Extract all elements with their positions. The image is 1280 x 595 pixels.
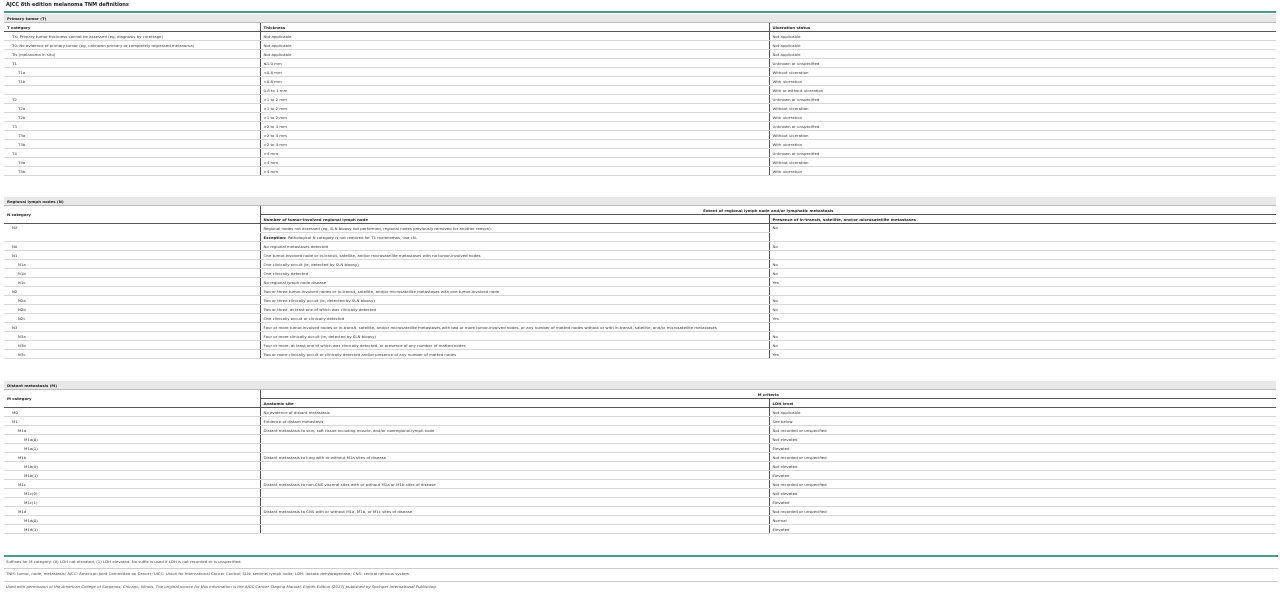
t-cell-label: T3 (4, 122, 260, 131)
m-cell-label: M1c(1) (4, 498, 260, 507)
t-cell-label: TX: Primary tumor thickness cannot be assessed (eg, diagnosis by curettage) (4, 32, 260, 41)
n-cell-col3: No (769, 260, 1276, 269)
t-cell-label: T2a (4, 104, 260, 113)
t-row (4, 95, 1276, 104)
t-cell-label: T3b (4, 140, 260, 149)
t-cell-col3: With ulceration (769, 167, 1276, 176)
n-row (4, 332, 1276, 341)
col-header-ulceration: Ulceration status (769, 23, 1276, 32)
m-cell-label: M1a(0) (4, 435, 260, 444)
n-cell-label: N2 (4, 287, 260, 296)
n-row (4, 323, 1276, 332)
m-row (4, 507, 1276, 516)
n-exception-note (260, 233, 769, 242)
n-cell-label: N1a (4, 260, 260, 269)
m-row (4, 489, 1276, 498)
m-cell-col2: No evidence of distant metastasis (260, 408, 769, 417)
t-row (4, 104, 1276, 113)
t-cell-col3: With ulceration (769, 140, 1276, 149)
t-table-body (4, 32, 1276, 176)
m-cell-col2 (260, 471, 769, 480)
t-cell-col3: Unknown or unspecified (769, 122, 1276, 131)
n-cell-col2: Two or three tumor-involved nodes or in-transit, satellite, and/or microsatellite metastases with one tumor-involved node (260, 287, 769, 296)
t-cell-label: T0: No evidence of primary tumor (eg, unknown primary or completely regressed melanoma) (4, 41, 260, 50)
t-cell-col2: Not applicable (260, 32, 769, 41)
t-cell-col2: ≤1.0 mm (260, 59, 769, 68)
t-row (4, 149, 1276, 158)
n-cell-col2: Two or three clinically occult (ie, detected by SLN biopsy) (260, 296, 769, 305)
regional-lymph-nodes-table (4, 197, 1276, 359)
n-cell-col2: Four or more clinically occult (ie, detected by SLN biopsy) (260, 332, 769, 341)
m-row (4, 471, 1276, 480)
m-row (4, 426, 1276, 435)
m-cell-col2 (260, 516, 769, 525)
t-cell-col2: <0.8 mm (260, 77, 769, 86)
n-cell-col2: No regional lymph node disease (260, 278, 769, 287)
n-cell-col2: One clinically occult (ie, detected by SLN biopsy) (260, 260, 769, 269)
footnote-suffixes: Suffixes for M category: (0) LDH not elevated, (1) LDH elevated. No suffix is used if LDH is not recorded or is unspecified. (4, 555, 1278, 564)
t-cell-label: T1a (4, 68, 260, 77)
t-cell-col3: With ulceration (769, 77, 1276, 86)
m-row (4, 417, 1276, 426)
m-cell-col3: Not recorded or unspecified (769, 507, 1276, 516)
col-header-thickness: Thickness (260, 23, 769, 32)
n-cell-label: N1b (4, 269, 260, 278)
col-header-n-presence: Presence of in-transit, satellite, and/or microsatellite metastases (769, 215, 1276, 224)
m-cell-col2 (260, 444, 769, 453)
t-cell-label: Tis (melanoma in situ) (4, 50, 260, 59)
n-row (4, 278, 1276, 287)
t-row (4, 50, 1276, 59)
t-cell-col3: Not applicable (769, 50, 1276, 59)
m-cell-label: M1b(1) (4, 471, 260, 480)
m-cell-col2: Evidence of distant metastasis (260, 417, 769, 426)
t-row (4, 32, 1276, 41)
m-row (4, 480, 1276, 489)
n-cell-col3: No (769, 332, 1276, 341)
t-row (4, 113, 1276, 122)
t-cell-col2: >1 to 2 mm (260, 104, 769, 113)
m-row (4, 444, 1276, 453)
m-cell-col2 (260, 435, 769, 444)
m-cell-col3: Normal (769, 516, 1276, 525)
m-row (4, 435, 1276, 444)
t-cell-col3: Not applicable (769, 32, 1276, 41)
n-cell-col2: One clinically detected (260, 269, 769, 278)
t-cell-col3: Unknown or unspecified (769, 95, 1276, 104)
n-cell-col3: No (769, 242, 1276, 251)
n-table-body (4, 242, 1276, 359)
t-cell-label (4, 86, 260, 95)
t-cell-label: T1b (4, 77, 260, 86)
t-cell-col3: With ulceration (769, 113, 1276, 122)
m-cell-label: M1a(1) (4, 444, 260, 453)
n-row (4, 287, 1276, 296)
m-cell-col2 (260, 489, 769, 498)
t-cell-col2: >4 mm (260, 158, 769, 167)
t-row (4, 68, 1276, 77)
m-cell-col3: Not elevated (769, 462, 1276, 471)
t-cell-label: T2b (4, 113, 260, 122)
m-cell-col3: Not elevated (769, 489, 1276, 498)
n-cell-label: N1c (4, 278, 260, 287)
t-cell-col2: >1 to 2 mm (260, 113, 769, 122)
n-row (4, 296, 1276, 305)
t-cell-col2: >2 to 4 mm (260, 122, 769, 131)
t-cell-label: T1 (4, 59, 260, 68)
n-cell-col3: No (769, 305, 1276, 314)
section-heading-t: Primary tumor (T) (4, 14, 1276, 23)
m-cell-label: M1c (4, 480, 260, 489)
exception-label: Exception: (263, 234, 287, 240)
t-row (4, 41, 1276, 50)
m-cell-label: M1d (4, 507, 260, 516)
n-cell-col2: Two or three, at least one of which was clinically detected (260, 305, 769, 314)
col-header-m-category: M category (4, 390, 260, 408)
t-cell-col3: Unknown or unspecified (769, 59, 1276, 68)
t-cell-col2: >2 to 4 mm (260, 131, 769, 140)
m-table-body (4, 408, 1276, 534)
m-cell-col2: Distant metastasis to CNS with or without M1a, M1b, or M1c sites of disease (260, 507, 769, 516)
t-row (4, 140, 1276, 149)
t-cell-col2: >2 to 4 mm (260, 140, 769, 149)
m-row (4, 516, 1276, 525)
t-cell-label: T4b (4, 167, 260, 176)
footnote-permission: Used with permission of the American College of Surgeons, Chicago, Illinois. The original source for this information is the AJCC Cancer Staging Manual, Eighth Edition (2017) published by Springer International Publishing. (4, 581, 1278, 589)
n-cell-col3: No (769, 269, 1276, 278)
n-row (4, 305, 1276, 314)
t-cell-col2: Not applicable (260, 41, 769, 50)
n-row-desc: Regional nodes not assessed (eg, SLN biopsy not performed, regional nodes previously removed for another reason). (260, 224, 769, 233)
n-row (4, 242, 1276, 251)
m-cell-col3: Elevated (769, 498, 1276, 507)
m-cell-label: M1 (4, 417, 260, 426)
t-cell-col3: Not applicable (769, 41, 1276, 50)
m-cell-col3: Not recorded or unspecified (769, 426, 1276, 435)
t-row (4, 86, 1276, 95)
t-cell-col2: 0.8 to 1 mm (260, 86, 769, 95)
table-title: AJCC 8th edition melanoma TNM definitions (6, 2, 129, 8)
primary-tumor-table (4, 14, 1276, 176)
col-header-t-category: T category (4, 23, 260, 32)
m-cell-label: M0 (4, 408, 260, 417)
t-cell-col2: Not applicable (260, 50, 769, 59)
section-heading-n: Regional lymph nodes (N) (4, 197, 1276, 206)
n-cell-label: N3 (4, 323, 260, 332)
m-row (4, 408, 1276, 417)
n-cell-col3 (769, 251, 1276, 260)
col-header-ldh-level: LDH level (769, 399, 1276, 408)
m-cell-col2 (260, 525, 769, 534)
col-header-n-number: Number of tumor-involved regional lymph node (260, 215, 769, 224)
m-cell-col3: See below (769, 417, 1276, 426)
t-cell-col2: >4 mm (260, 149, 769, 158)
t-row (4, 167, 1276, 176)
t-cell-label: T3a (4, 131, 260, 140)
n-cell-col2: One tumor-involved node or in-transit, satellite, and/or microsatellite metastases with no tumor-involved nodes (260, 251, 769, 260)
section-heading-m: Distant metastasis (M) (4, 381, 1276, 390)
n-cell-col2: Four or more tumor-involved nodes or in-transit, satellite, and/or microsatellite metastases with two or more tumor-involved nodes, or any number of matted nodes without or with in-transit, satellite, and/or microsatellite metastases (260, 323, 769, 332)
n-cell-col2: Four or more, at least one of which was clinically detected, or presence of any number of matted nodes (260, 341, 769, 350)
n-row (4, 341, 1276, 350)
n-cell-label: N0 (4, 242, 260, 251)
t-cell-col2: <0.8 mm (260, 68, 769, 77)
m-cell-col3: Elevated (769, 444, 1276, 453)
m-cell-col2: Distant metastasis to non-CNS visceral sites with or without M1a or M1b sites of disease (260, 480, 769, 489)
n-cell-col3: No (769, 341, 1276, 350)
m-cell-label: M1c(0) (4, 489, 260, 498)
n-row (4, 314, 1276, 323)
footnote-abbreviations: TNM: tumor, node, metastasis; AJCC: American Joint Committee on Cancer; UICC: Union for International Cancer Control; SLN: sentinel lymph node; LDH: lactate dehydrogenase; CNS: central nervous system. (4, 568, 1278, 576)
m-row (4, 453, 1276, 462)
t-cell-col3: With or without ulceration (769, 86, 1276, 95)
m-cell-col3: Not applicable (769, 408, 1276, 417)
col-header-anatomic-site: Anatomic site (260, 399, 769, 408)
m-cell-label: M1a (4, 426, 260, 435)
t-row (4, 59, 1276, 68)
n-cell-label: N2a (4, 296, 260, 305)
t-cell-col3: Without ulceration (769, 158, 1276, 167)
t-cell-label: T2 (4, 95, 260, 104)
col-header-n-category: N category (4, 206, 260, 224)
t-cell-col2: >1 to 2 mm (260, 95, 769, 104)
m-row (4, 462, 1276, 471)
m-cell-col2: Distant metastasis to skin, soft tissue including muscle, and/or nonregional lymph node (260, 426, 769, 435)
t-row (4, 158, 1276, 167)
t-cell-col3: Without ulceration (769, 104, 1276, 113)
n-row-value: No (769, 224, 1276, 242)
n-row (4, 260, 1276, 269)
col-header-m-criteria: M criteria (260, 390, 1276, 399)
n-cell-label: N3a (4, 332, 260, 341)
m-cell-col3: Not recorded or unspecified (769, 453, 1276, 462)
m-row (4, 525, 1276, 534)
t-row (4, 77, 1276, 86)
n-cell-col3: Yes (769, 350, 1276, 359)
title-rule (4, 11, 1276, 13)
t-cell-col2: >4 mm (260, 167, 769, 176)
n-cell-col3: Yes (769, 314, 1276, 323)
m-cell-col3: Elevated (769, 471, 1276, 480)
n-row (4, 269, 1276, 278)
m-cell-col3: Not recorded or unspecified (769, 480, 1276, 489)
n-cell-col2: No regional metastases detected (260, 242, 769, 251)
m-cell-label: M1b(0) (4, 462, 260, 471)
exception-text: Pathological N category is not required for T1 melanomas, use cN. (286, 234, 417, 240)
n-cell-col3 (769, 287, 1276, 296)
n-cell-col2: Two or more clinically occult or clinically detected and/or presence of any number of matted nodes (260, 350, 769, 359)
m-cell-label: M1d(0) (4, 516, 260, 525)
m-cell-label: M1d(1) (4, 525, 260, 534)
t-cell-label: T4a (4, 158, 260, 167)
t-cell-col3: Without ulceration (769, 68, 1276, 77)
n-cell-label: N1 (4, 251, 260, 260)
m-row (4, 498, 1276, 507)
t-row (4, 122, 1276, 131)
distant-metastasis-table (4, 381, 1276, 534)
t-cell-label: T4 (4, 149, 260, 158)
t-cell-col3: Without ulceration (769, 131, 1276, 140)
n-cell-col2: One clinically occult or clinically detected (260, 314, 769, 323)
n-cell-col3: Yes (769, 278, 1276, 287)
t-cell-col3: Unknown or unspecified (769, 149, 1276, 158)
n-cell-label: N2b (4, 305, 260, 314)
n-cell-label: N3b (4, 341, 260, 350)
n-row-label: NX (4, 224, 260, 242)
n-row (4, 251, 1276, 260)
m-cell-col2: Distant metastasis to lung with or without M1a sites of disease (260, 453, 769, 462)
m-cell-col2 (260, 462, 769, 471)
n-row (4, 350, 1276, 359)
m-cell-col3: Elevated (769, 525, 1276, 534)
t-row (4, 131, 1276, 140)
m-cell-label: M1b (4, 453, 260, 462)
n-cell-label: N3c (4, 350, 260, 359)
col-header-n-extent: Extent of regional lymph node and/or lymphatic metastasis (260, 206, 1276, 215)
n-cell-label: N2c (4, 314, 260, 323)
m-cell-col3: Not elevated (769, 435, 1276, 444)
m-cell-col2 (260, 498, 769, 507)
n-cell-col3 (769, 323, 1276, 332)
n-cell-col3: No (769, 296, 1276, 305)
